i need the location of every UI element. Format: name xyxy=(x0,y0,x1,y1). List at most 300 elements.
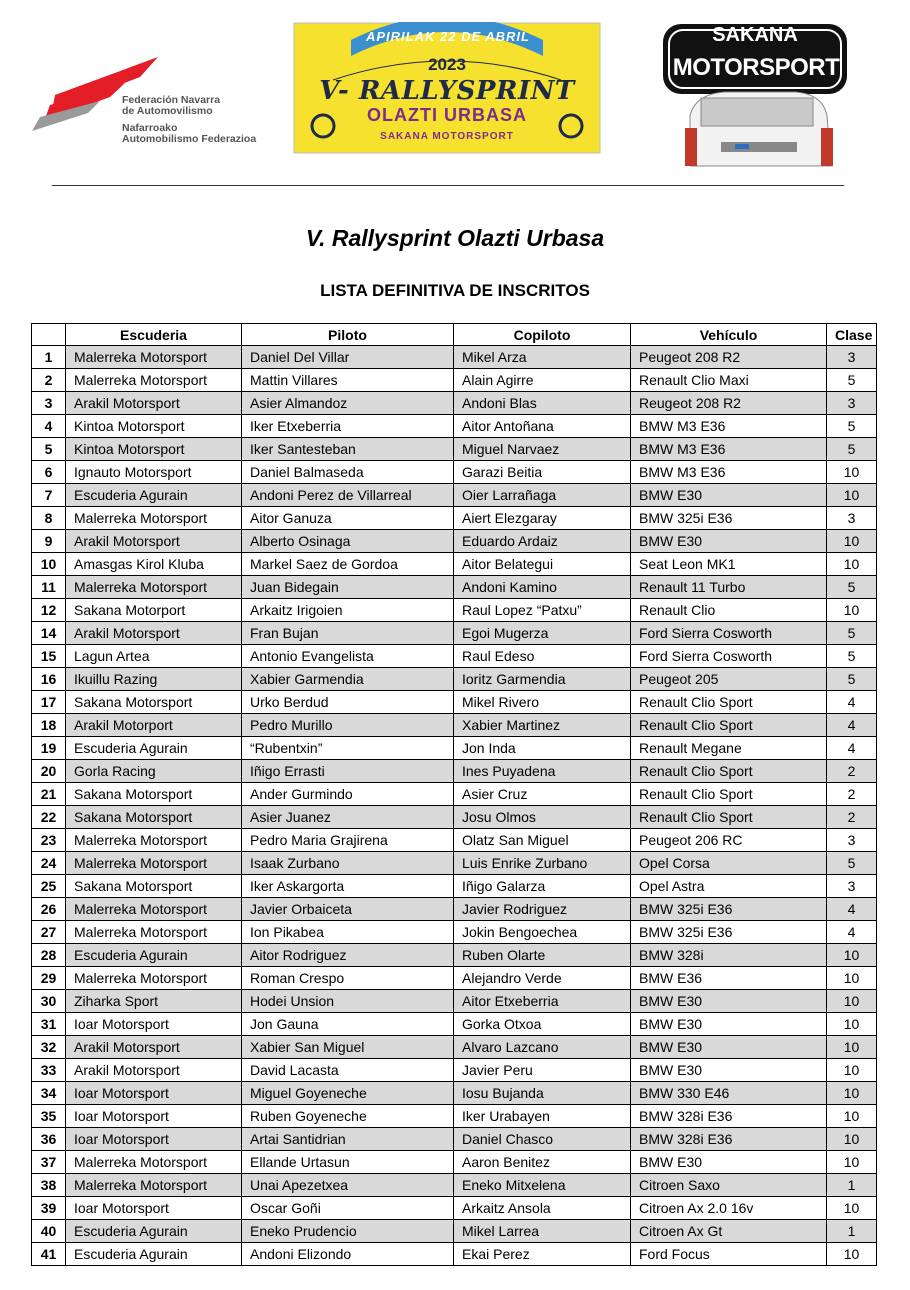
entry-driver: Aitor Rodriguez xyxy=(242,944,454,967)
entry-class: 10 xyxy=(827,1243,877,1266)
entry-team: Sakana Motorsport xyxy=(66,875,242,898)
entry-class: 10 xyxy=(827,1036,877,1059)
entry-number: 41 xyxy=(32,1243,66,1266)
entry-vehicle: Renault Megane xyxy=(631,737,827,760)
entry-driver: Unai Apezetxea xyxy=(242,1174,454,1197)
entry-number: 24 xyxy=(32,852,66,875)
entry-team: Ioar Motorsport xyxy=(66,1082,242,1105)
entry-number: 10 xyxy=(32,553,66,576)
entry-driver: Antonio Evangelista xyxy=(242,645,454,668)
entry-class: 4 xyxy=(827,898,877,921)
entry-driver: Artai Santidrian xyxy=(242,1128,454,1151)
entry-team: Malerreka Motorsport xyxy=(66,1174,242,1197)
entry-vehicle: BMW 325i E36 xyxy=(631,507,827,530)
entry-driver: Oscar Goñi xyxy=(242,1197,454,1220)
entry-codriver: Garazi Beitia xyxy=(454,461,631,484)
entry-team: Arakil Motorsport xyxy=(66,622,242,645)
table-row xyxy=(32,1174,877,1197)
entry-team: Ioar Motorsport xyxy=(66,1013,242,1036)
entry-vehicle: BMW E36 xyxy=(631,967,827,990)
entry-team: Arakil Motorsport xyxy=(66,530,242,553)
entry-vehicle: Reugeot 208 R2 xyxy=(631,392,827,415)
table-row xyxy=(32,990,877,1013)
entry-codriver: Eduardo Ardaiz xyxy=(454,530,631,553)
document-title: V. Rallysprint Olazti Urbasa xyxy=(305,225,605,251)
entry-codriver: Asier Cruz xyxy=(454,783,631,806)
entry-class: 2 xyxy=(827,760,877,783)
entry-team: Escuderia Agurain xyxy=(66,737,242,760)
entry-number: 1 xyxy=(32,346,66,369)
entry-codriver: Jon Inda xyxy=(454,737,631,760)
entry-driver: Ander Gurmindo xyxy=(242,783,454,806)
table-row xyxy=(32,438,877,461)
entry-driver: Ion Pikabea xyxy=(242,921,454,944)
entry-number: 26 xyxy=(32,898,66,921)
entry-vehicle: BMW 330 E46 xyxy=(631,1082,827,1105)
entry-vehicle: Seat Leon MK1 xyxy=(631,553,827,576)
entry-team: Sakana Motorsport xyxy=(66,691,242,714)
entry-codriver: Jokin Bengoechea xyxy=(454,921,631,944)
table-row xyxy=(32,714,877,737)
entry-class: 10 xyxy=(827,599,877,622)
entry-number: 14 xyxy=(32,622,66,645)
entry-driver: Javier Orbaiceta xyxy=(242,898,454,921)
table-row xyxy=(32,783,877,806)
table-row xyxy=(32,484,877,507)
entry-number: 5 xyxy=(32,438,66,461)
entry-class: 3 xyxy=(827,392,877,415)
entry-vehicle: Renault Clio xyxy=(631,599,827,622)
entry-codriver: Alejandro Verde xyxy=(454,967,631,990)
entry-codriver: Aitor Belategui xyxy=(454,553,631,576)
entry-team: Sakana Motorsport xyxy=(66,783,242,806)
entry-team: Malerreka Motorsport xyxy=(66,829,242,852)
entry-vehicle: Ford Focus xyxy=(631,1243,827,1266)
entry-driver: Ruben Goyeneche xyxy=(242,1105,454,1128)
table-row xyxy=(32,553,877,576)
entry-class: 1 xyxy=(827,1220,877,1243)
entry-driver: Pedro Murillo xyxy=(242,714,454,737)
entry-class: 5 xyxy=(827,438,877,461)
entry-driver: Urko Berdud xyxy=(242,691,454,714)
entry-number: 33 xyxy=(32,1059,66,1082)
entry-vehicle: Opel Astra xyxy=(631,875,827,898)
entry-driver: Iñigo Errasti xyxy=(242,760,454,783)
entry-number: 11 xyxy=(32,576,66,599)
entry-vehicle: Renault 11 Turbo xyxy=(631,576,827,599)
entry-team: Escuderia Agurain xyxy=(66,1243,242,1266)
table-row xyxy=(32,1197,877,1220)
entry-class: 5 xyxy=(827,369,877,392)
entry-driver: Markel Saez de Gordoa xyxy=(242,553,454,576)
entry-team: Gorla Racing xyxy=(66,760,242,783)
entry-class: 10 xyxy=(827,461,877,484)
entry-class: 10 xyxy=(827,530,877,553)
entry-vehicle: BMW M3 E36 xyxy=(631,415,827,438)
entry-vehicle: Renault Clio Sport xyxy=(631,806,827,829)
entry-vehicle: Ford Sierra Cosworth xyxy=(631,645,827,668)
entry-driver: Miguel Goyeneche xyxy=(242,1082,454,1105)
entry-vehicle: BMW M3 E36 xyxy=(631,438,827,461)
entry-driver: Eneko Prudencio xyxy=(242,1220,454,1243)
entry-driver: “Rubentxin” xyxy=(242,737,454,760)
rally-organizer: SAKANA MOTORSPORT xyxy=(380,131,514,142)
entry-driver: Xabier Garmendia xyxy=(242,668,454,691)
entry-driver: Isaak Zurbano xyxy=(242,852,454,875)
entry-driver: Ellande Urtasun xyxy=(242,1151,454,1174)
entry-team: Malerreka Motorsport xyxy=(66,346,242,369)
entry-driver: Xabier San Miguel xyxy=(242,1036,454,1059)
entry-number: 12 xyxy=(32,599,66,622)
table-row xyxy=(32,944,877,967)
entry-team: Escuderia Agurain xyxy=(66,1220,242,1243)
entry-team: Ziharka Sport xyxy=(66,990,242,1013)
header-divider xyxy=(52,185,844,186)
entry-driver: Arkaitz Irigoien xyxy=(242,599,454,622)
table-row xyxy=(32,1013,877,1036)
table-row xyxy=(32,392,877,415)
entry-number: 21 xyxy=(32,783,66,806)
entry-class: 5 xyxy=(827,668,877,691)
entry-number: 18 xyxy=(32,714,66,737)
entry-class: 10 xyxy=(827,1082,877,1105)
entry-team: Malerreka Motorsport xyxy=(66,921,242,944)
entry-vehicle: Peugeot 205 xyxy=(631,668,827,691)
entry-vehicle: BMW E30 xyxy=(631,530,827,553)
table-row xyxy=(32,1105,877,1128)
entry-codriver: Javier Peru xyxy=(454,1059,631,1082)
federation-text xyxy=(122,95,256,145)
entry-codriver: Aiert Elezgaray xyxy=(454,507,631,530)
entry-number: 3 xyxy=(32,392,66,415)
entry-class: 10 xyxy=(827,967,877,990)
entry-driver: Asier Juanez xyxy=(242,806,454,829)
rally-name: V- RALLYSPRINT xyxy=(319,76,575,106)
entry-number: 40 xyxy=(32,1220,66,1243)
entry-team: Arakil Motorsport xyxy=(66,1036,242,1059)
entry-class: 10 xyxy=(827,1151,877,1174)
entry-driver: Alberto Osinaga xyxy=(242,530,454,553)
entry-codriver: Raul Lopez “Patxu” xyxy=(454,599,631,622)
entry-codriver: Luis Enrike Zurbano xyxy=(454,852,631,875)
entry-number: 32 xyxy=(32,1036,66,1059)
entry-vehicle: Ford Sierra Cosworth xyxy=(631,622,827,645)
entry-class: 4 xyxy=(827,737,877,760)
entry-vehicle: Citroen Saxo xyxy=(631,1174,827,1197)
entry-class: 10 xyxy=(827,553,877,576)
column-header-clase: Clase xyxy=(827,324,877,346)
entry-vehicle: Renault Clio Maxi xyxy=(631,369,827,392)
entry-vehicle: BMW 325i E36 xyxy=(631,921,827,944)
entry-codriver: Mikel Arza xyxy=(454,346,631,369)
entry-number: 25 xyxy=(32,875,66,898)
entry-codriver: Egoi Mugerza xyxy=(454,622,631,645)
entry-team: Ioar Motorsport xyxy=(66,1105,242,1128)
entry-codriver: Iñigo Galarza xyxy=(454,875,631,898)
rally-date: APIRILAK 22 DE ABRIL xyxy=(366,29,530,44)
table-row xyxy=(32,737,877,760)
entry-codriver: Josu Olmos xyxy=(454,806,631,829)
entry-codriver: Ines Puyadena xyxy=(454,760,631,783)
entry-number: 8 xyxy=(32,507,66,530)
entry-number: 6 xyxy=(32,461,66,484)
table-row xyxy=(32,875,877,898)
entry-team: Ignauto Motorsport xyxy=(66,461,242,484)
entry-codriver: Andoni Kamino xyxy=(454,576,631,599)
entry-number: 4 xyxy=(32,415,66,438)
table-row xyxy=(32,1243,877,1266)
entry-codriver: Mikel Larrea xyxy=(454,1220,631,1243)
entry-codriver: Arkaitz Ansola xyxy=(454,1197,631,1220)
entry-vehicle: Citroen Ax 2.0 16v xyxy=(631,1197,827,1220)
rally-location: OLAZTI URBASA xyxy=(367,105,527,125)
entry-number: 31 xyxy=(32,1013,66,1036)
column-header-vehiculo: Vehículo xyxy=(631,324,827,346)
table-row xyxy=(32,1082,877,1105)
entry-class: 3 xyxy=(827,507,877,530)
table-row xyxy=(32,369,877,392)
entry-class: 1 xyxy=(827,1174,877,1197)
entry-number: 36 xyxy=(32,1128,66,1151)
entry-team: Sakana Motorport xyxy=(66,599,242,622)
table-row xyxy=(32,645,877,668)
table-row xyxy=(32,1128,877,1151)
table-row xyxy=(32,1059,877,1082)
entry-number: 23 xyxy=(32,829,66,852)
entry-number: 28 xyxy=(32,944,66,967)
entry-vehicle: BMW E30 xyxy=(631,990,827,1013)
entry-team: Escuderia Agurain xyxy=(66,944,242,967)
entry-class: 5 xyxy=(827,415,877,438)
entry-class: 2 xyxy=(827,783,877,806)
entry-driver: Hodei Unsion xyxy=(242,990,454,1013)
table-row xyxy=(32,829,877,852)
table-row xyxy=(32,898,877,921)
entry-class: 10 xyxy=(827,1059,877,1082)
entry-codriver: Raul Edeso xyxy=(454,645,631,668)
entry-number: 7 xyxy=(32,484,66,507)
entry-class: 5 xyxy=(827,852,877,875)
entry-driver: Andoni Elizondo xyxy=(242,1243,454,1266)
entry-number: 16 xyxy=(32,668,66,691)
entry-class: 3 xyxy=(827,829,877,852)
entry-driver: Aitor Ganuza xyxy=(242,507,454,530)
entry-team: Arakil Motorport xyxy=(66,714,242,737)
table-row xyxy=(32,1151,877,1174)
entry-vehicle: BMW E30 xyxy=(631,484,827,507)
entry-class: 4 xyxy=(827,714,877,737)
entry-driver: Iker Etxeberria xyxy=(242,415,454,438)
entry-class: 4 xyxy=(827,921,877,944)
entry-driver: Juan Bidegain xyxy=(242,576,454,599)
entry-codriver: Mikel Rivero xyxy=(454,691,631,714)
entry-codriver: Oier Larrañaga xyxy=(454,484,631,507)
entry-codriver: Ruben Olarte xyxy=(454,944,631,967)
entry-codriver: Javier Rodriguez xyxy=(454,898,631,921)
entry-driver: Asier Almandoz xyxy=(242,392,454,415)
entry-number: 15 xyxy=(32,645,66,668)
table-row xyxy=(32,921,877,944)
entry-codriver: Ioritz Garmendia xyxy=(454,668,631,691)
entry-class: 5 xyxy=(827,645,877,668)
sakana-logo-name: SAKANA xyxy=(712,24,798,46)
table-row xyxy=(32,1036,877,1059)
entry-driver: Iker Santesteban xyxy=(242,438,454,461)
entry-team: Kintoa Motorsport xyxy=(66,438,242,461)
entry-number: 22 xyxy=(32,806,66,829)
entry-vehicle: Peugeot 206 RC xyxy=(631,829,827,852)
table-header-row xyxy=(32,324,877,346)
entry-vehicle: Renault Clio Sport xyxy=(631,714,827,737)
entry-codriver: Aaron Benitez xyxy=(454,1151,631,1174)
table-row xyxy=(32,1220,877,1243)
table-row xyxy=(32,576,877,599)
entry-codriver: Ekai Perez xyxy=(454,1243,631,1266)
table-row xyxy=(32,668,877,691)
entry-class: 5 xyxy=(827,576,877,599)
entry-codriver: Olatz San Miguel xyxy=(454,829,631,852)
entry-team: Malerreka Motorsport xyxy=(66,898,242,921)
entry-class: 10 xyxy=(827,1105,877,1128)
entry-class: 10 xyxy=(827,1128,877,1151)
table-row xyxy=(32,806,877,829)
entry-list-table xyxy=(31,323,877,1266)
entry-team: Malerreka Motorsport xyxy=(66,507,242,530)
entry-team: Malerreka Motorsport xyxy=(66,1151,242,1174)
entry-class: 10 xyxy=(827,484,877,507)
table-row xyxy=(32,530,877,553)
federation-line-2: de Automovilismo xyxy=(122,105,213,117)
entry-vehicle: BMW E30 xyxy=(631,1059,827,1082)
entry-codriver: Eneko Mitxelena xyxy=(454,1174,631,1197)
entry-team: Malerreka Motorsport xyxy=(66,967,242,990)
table-row xyxy=(32,599,877,622)
entry-vehicle: BMW M3 E36 xyxy=(631,461,827,484)
entry-vehicle: Peugeot 208 R2 xyxy=(631,346,827,369)
entry-codriver: Aitor Antoñana xyxy=(454,415,631,438)
entry-number: 17 xyxy=(32,691,66,714)
document-subtitle: LISTA DEFINITIVA DE INSCRITOS xyxy=(320,281,590,300)
entry-vehicle: Renault Clio Sport xyxy=(631,691,827,714)
entry-codriver: Iosu Bujanda xyxy=(454,1082,631,1105)
entry-driver: David Lacasta xyxy=(242,1059,454,1082)
entry-codriver: Daniel Chasco xyxy=(454,1128,631,1151)
entry-team: Malerreka Motorsport xyxy=(66,852,242,875)
entry-driver: Jon Gauna xyxy=(242,1013,454,1036)
entry-vehicle: Citroen Ax Gt xyxy=(631,1220,827,1243)
table-row xyxy=(32,346,877,369)
table-row xyxy=(32,691,877,714)
entry-vehicle: BMW 328i xyxy=(631,944,827,967)
table-body xyxy=(32,346,877,1266)
entry-team: Arakil Motorsport xyxy=(66,392,242,415)
table-row xyxy=(32,967,877,990)
entry-class: 10 xyxy=(827,990,877,1013)
entry-class: 10 xyxy=(827,1197,877,1220)
entry-codriver: Gorka Otxoa xyxy=(454,1013,631,1036)
entry-codriver: Andoni Blas xyxy=(454,392,631,415)
federation-line-4: Automobilismo Federazioa xyxy=(122,133,257,145)
entry-number: 27 xyxy=(32,921,66,944)
entry-number: 19 xyxy=(32,737,66,760)
entry-driver: Iker Askargorta xyxy=(242,875,454,898)
entry-class: 3 xyxy=(827,346,877,369)
entry-vehicle: BMW E30 xyxy=(631,1013,827,1036)
table-row xyxy=(32,507,877,530)
table-row xyxy=(32,852,877,875)
rally-date-banner xyxy=(353,28,543,46)
rally-year: 2023 xyxy=(428,55,466,74)
table-row xyxy=(32,760,877,783)
entry-team: Ikuillu Razing xyxy=(66,668,242,691)
entry-vehicle: Opel Corsa xyxy=(631,852,827,875)
entry-team: Amasgas Kirol Kluba xyxy=(66,553,242,576)
entry-team: Sakana Motorsport xyxy=(66,806,242,829)
table-row xyxy=(32,622,877,645)
entry-number: 38 xyxy=(32,1174,66,1197)
entry-class: 10 xyxy=(827,944,877,967)
entry-class: 2 xyxy=(827,806,877,829)
column-header-number xyxy=(32,324,66,346)
entry-number: 9 xyxy=(32,530,66,553)
entry-team: Malerreka Motorsport xyxy=(66,576,242,599)
entry-number: 2 xyxy=(32,369,66,392)
column-header-escuderia: Escuderia xyxy=(66,324,242,346)
entry-codriver: Iker Urabayen xyxy=(454,1105,631,1128)
entry-driver: Daniel Balmaseda xyxy=(242,461,454,484)
entry-number: 30 xyxy=(32,990,66,1013)
entry-codriver: Alvaro Lazcano xyxy=(454,1036,631,1059)
entry-class: 3 xyxy=(827,875,877,898)
federation-line-3: Nafarroako xyxy=(122,122,178,134)
sakana-logo-subtitle: MOTORSPORT xyxy=(672,54,840,81)
entry-driver: Fran Bujan xyxy=(242,622,454,645)
entry-codriver: Xabier Martinez xyxy=(454,714,631,737)
entry-vehicle: Renault Clio Sport xyxy=(631,783,827,806)
entry-driver: Pedro Maria Grajirena xyxy=(242,829,454,852)
entry-vehicle: Renault Clio Sport xyxy=(631,760,827,783)
entry-number: 35 xyxy=(32,1105,66,1128)
entry-class: 5 xyxy=(827,622,877,645)
table-row xyxy=(32,461,877,484)
column-header-piloto: Piloto xyxy=(242,324,454,346)
entry-team: Ioar Motorsport xyxy=(66,1128,242,1151)
entry-number: 34 xyxy=(32,1082,66,1105)
entry-class: 4 xyxy=(827,691,877,714)
entry-driver: Andoni Perez de Villarreal xyxy=(242,484,454,507)
column-header-copiloto: Copiloto xyxy=(454,324,631,346)
entry-vehicle: BMW 328i E36 xyxy=(631,1105,827,1128)
entry-codriver: Alain Agirre xyxy=(454,369,631,392)
entry-codriver: Miguel Narvaez xyxy=(454,438,631,461)
entry-vehicle: BMW E30 xyxy=(631,1151,827,1174)
entry-driver: Roman Crespo xyxy=(242,967,454,990)
entry-number: 37 xyxy=(32,1151,66,1174)
entry-team: Kintoa Motorsport xyxy=(66,415,242,438)
entry-driver: Daniel Del Villar xyxy=(242,346,454,369)
entry-team: Ioar Motorsport xyxy=(66,1197,242,1220)
entry-codriver: Aitor Etxeberria xyxy=(454,990,631,1013)
entry-team: Lagun Artea xyxy=(66,645,242,668)
federation-line-1: Federación Navarra xyxy=(122,94,221,106)
entry-number: 29 xyxy=(32,967,66,990)
entry-number: 20 xyxy=(32,760,66,783)
entry-team: Malerreka Motorsport xyxy=(66,369,242,392)
entry-driver: Mattin Villares xyxy=(242,369,454,392)
entry-vehicle: BMW 328i E36 xyxy=(631,1128,827,1151)
entry-team: Escuderia Agurain xyxy=(66,484,242,507)
entry-number: 39 xyxy=(32,1197,66,1220)
